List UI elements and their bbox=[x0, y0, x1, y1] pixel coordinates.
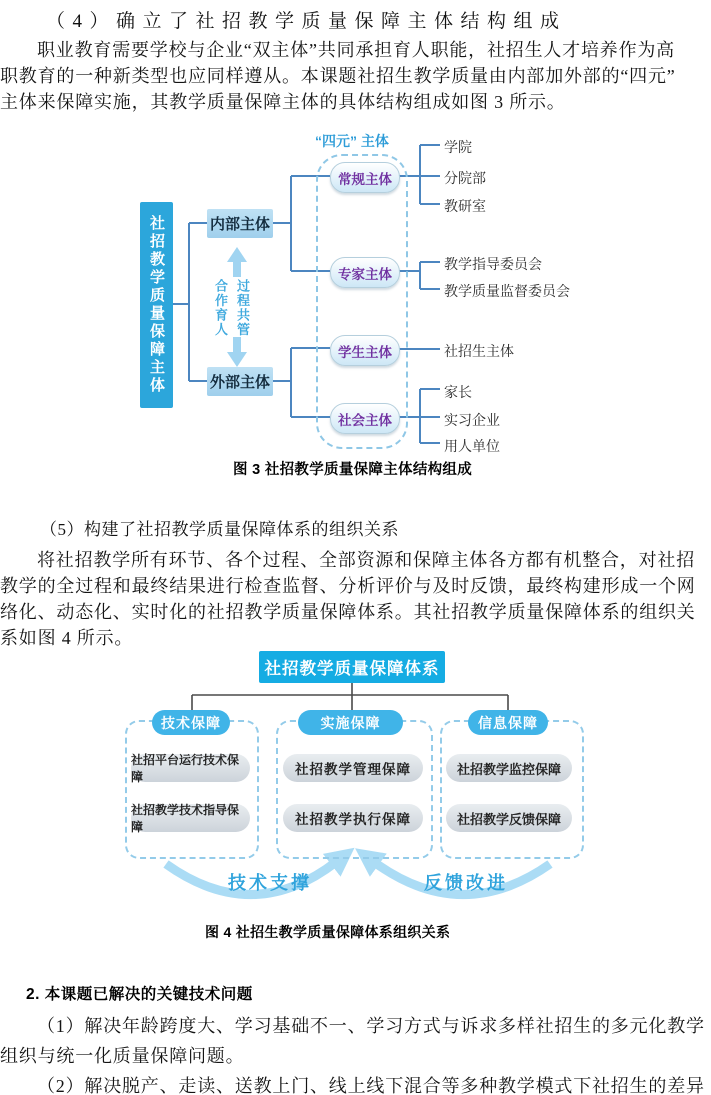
paragraph-1-line-3: 主体来保障实施，其教学质量保障主体的具体结构组成如图 3 所示。 bbox=[0, 92, 566, 112]
fig4-item-teaching-feedback: 社招教学反馈保障 bbox=[446, 804, 572, 832]
paragraph-2-line-4: 系如图 4 所示。 bbox=[0, 628, 134, 648]
fig3-root-node bbox=[140, 202, 173, 408]
fig3-leaf-supervision-committee: 教学质量监督委员会 bbox=[444, 283, 570, 299]
fig4-header-impl: 实施保障 bbox=[298, 710, 403, 735]
fig3-process-vertical-text: 过程共管 bbox=[235, 279, 250, 337]
item-1-line-2: 组织与统一化质量保障问题。 bbox=[0, 1046, 245, 1066]
fig4-column-tech-container bbox=[125, 720, 259, 859]
fig3-external-subject-box: 外部主体 bbox=[207, 367, 273, 396]
fig4-column-info-container bbox=[440, 720, 584, 859]
fig3-root-label: 社招教学质量保障主体 bbox=[148, 215, 165, 395]
fig3-leaf-teaching-office: 教研室 bbox=[444, 198, 486, 214]
fig4-column-impl-container bbox=[276, 720, 433, 859]
paragraph-2-line-2: 教学的全过程和最终结果进行检查监督、分析评价与及时反馈，最终构建形成一个网 bbox=[0, 576, 696, 596]
fig3-leaf-parents: 家长 bbox=[444, 384, 472, 400]
fig4-tech-support-label: 技术支撑 bbox=[228, 873, 312, 893]
section-4-heading: （4）确立了社招教学质量保障主体结构组成 bbox=[46, 11, 567, 32]
fig3-leaf-branch-dept: 分院部 bbox=[444, 170, 486, 186]
fig3-four-element-label: “四元” 主体 bbox=[315, 133, 389, 149]
paragraph-2-line-3: 络化、动态化、实时化的社招教学质量保障体系。其社招教学质量保障体系的组织关 bbox=[0, 602, 696, 622]
fig3-coop-vertical-text: 合作育人 bbox=[213, 279, 228, 337]
fig3-oval-student: 学生主体 bbox=[330, 335, 400, 366]
fig3-leaf-intern-company: 实习企业 bbox=[444, 412, 500, 428]
fig3-leaf-guidance-committee: 教学指导委员会 bbox=[444, 256, 542, 272]
fig4-title-box: 社招教学质量保障体系 bbox=[259, 651, 445, 683]
item-1-line-1: （1）解决年龄跨度大、学习基础不一、学习方式与诉求多样社招生的多元化教学 bbox=[37, 1016, 705, 1036]
fig3-leaf-social-recruit-subject: 社招生主体 bbox=[444, 343, 514, 359]
paragraph-1-line-1: 职业教育需要学校与企业“双主体”共同承担育人职能，社招生人才培养作为高 bbox=[37, 40, 675, 60]
down-arrow-icon bbox=[227, 337, 247, 367]
fig3-leaf-employer: 用人单位 bbox=[444, 438, 500, 454]
fig4-item-teaching-monitoring: 社招教学监控保障 bbox=[446, 754, 572, 782]
fig3-caption: 图 3 社招教学质量保障主体结构组成 bbox=[233, 462, 473, 478]
fig3-oval-regular: 常规主体 bbox=[330, 162, 400, 193]
up-arrow-icon bbox=[227, 247, 247, 277]
paragraph-2-line-1: 将社招教学所有环节、各个过程、全部资源和保障主体各方都有机整合，对社招 bbox=[37, 550, 695, 570]
fig4-item-teaching-execution: 社招教学执行保障 bbox=[283, 804, 423, 832]
fig4-item-teaching-tech-guidance: 社招教学技术指导保障 bbox=[131, 804, 250, 832]
fig3-oval-expert: 专家主体 bbox=[330, 257, 400, 288]
fig4-item-platform-tech: 社招平台运行技术保障 bbox=[131, 754, 250, 782]
fig4-item-teaching-management: 社招教学管理保障 bbox=[283, 754, 423, 782]
fig3-internal-subject-box: 内部主体 bbox=[207, 209, 273, 238]
fig3-leaf-college: 学院 bbox=[444, 139, 472, 155]
item-2-line-1: （2）解决脱产、走读、送教上门、线上线下混合等多种教学模式下社招生的差异 bbox=[37, 1076, 705, 1095]
fig4-feedback-improve-label: 反馈改进 bbox=[424, 873, 508, 893]
fig4-header-info: 信息保障 bbox=[468, 710, 548, 735]
fig4-header-tech: 技术保障 bbox=[152, 710, 230, 735]
paragraph-1-line-2: 职教育的一种新类型也应同样遵从。本课题社招生教学质量由内部加外部的“四元” bbox=[0, 66, 676, 86]
fig4-caption: 图 4 社招生教学质量保障体系组织关系 bbox=[205, 924, 451, 940]
section-2-heading: 2. 本课题已解决的关键技术问题 bbox=[26, 986, 253, 1003]
section-5-heading: （5）构建了社招教学质量保障体系的组织关系 bbox=[40, 520, 399, 539]
fig3-oval-social: 社会主体 bbox=[330, 403, 400, 434]
